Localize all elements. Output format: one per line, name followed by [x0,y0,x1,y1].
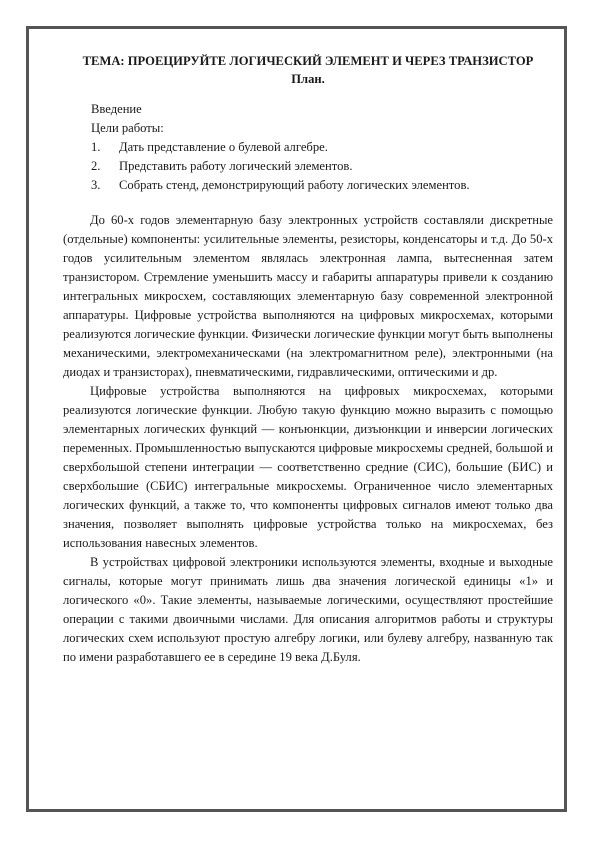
list-item-text: Дать представление о булевой алгебре. [119,140,328,154]
document-title: ТЕМА: ПРОЕЦИРУЙТЕ ЛОГИЧЕСКИЙ ЭЛЕМЕНТ И ЧЕРЕЗ ТРАНЗИСТОР [82,54,534,68]
document-body [63,52,553,667]
list-item [91,176,553,195]
list-item-number: 1. [91,140,101,154]
list-item-number: 3. [91,178,101,192]
paragraph: Цифровые устройства выполняются на цифровых микросхемах, которыми реализуются логические функции. Любую такую функцию можно выразить с помощью элементарных логических функций — конъюнкции, дизъюнкции и инверсии логических переменных. Промышленностью выпускаются цифровые микросхемы средней, большой и сверхбольшой степени интеграции — соответственно средние (СИС), большие (БИС) и сверхбольшие (СБИС) интегральные микросхемы. Ограниченное число элементарных логических функций, а также то, что компоненты цифровых сигналов имеют только два значения, позволяет выполнять цифровые устройства только на микросхемах, без использования навесных элементов. [63,384,553,550]
list-item [91,138,553,157]
spacer [63,195,553,211]
paragraph: До 60-х годов элементарную базу электронных устройств составляли дискретные (отдельные) компоненты: усилительные элементы, резисторы, конденсаторы и т.д. До 50-х годов усилительным элементом являлась электронная лампа, вытесненная затем транзистором. Стремление уменьшить массу и габариты аппаратуры привели к созданию интегральных микросхем, составляющих элементарную базу современной электронной аппаратуры. Цифровые устройства выполняются на цифровых микросхемах, которыми реализуются логические функции. Физически логические функции могут быть выполнены механическими, электромеханическами (на электромагнитном реле), электронными (на диодах и транзисторах), пневматическими, гидравлическими, оптическими и др. [63,213,553,379]
intro-label: Введение [91,102,142,116]
list-item-number: 2. [91,159,101,173]
plan-heading: План. [291,72,325,86]
goals-list [91,138,553,195]
list-item-text: Представить работу логический элементов. [119,159,353,173]
list-item-text: Собрать стенд, демонстрирующий работу логических элементов. [119,178,470,192]
paragraph: В устройствах цифровой электроники используются элементы, входные и выходные сигналы, которые могут принимать лишь два значения логической единицы «1» и логического «0». Такие элементы, называемые логическими, осуществляют простейшие операции с такими двоичными числами. Для описания алгоритмов работы и структуры логических схем используют простую алгебру логики, или булеву алгебру, названную так по имени разработавшего ее в середине 19 века Д.Буля. [63,555,553,664]
goals-label: Цели работы: [91,121,164,135]
list-item [91,157,553,176]
